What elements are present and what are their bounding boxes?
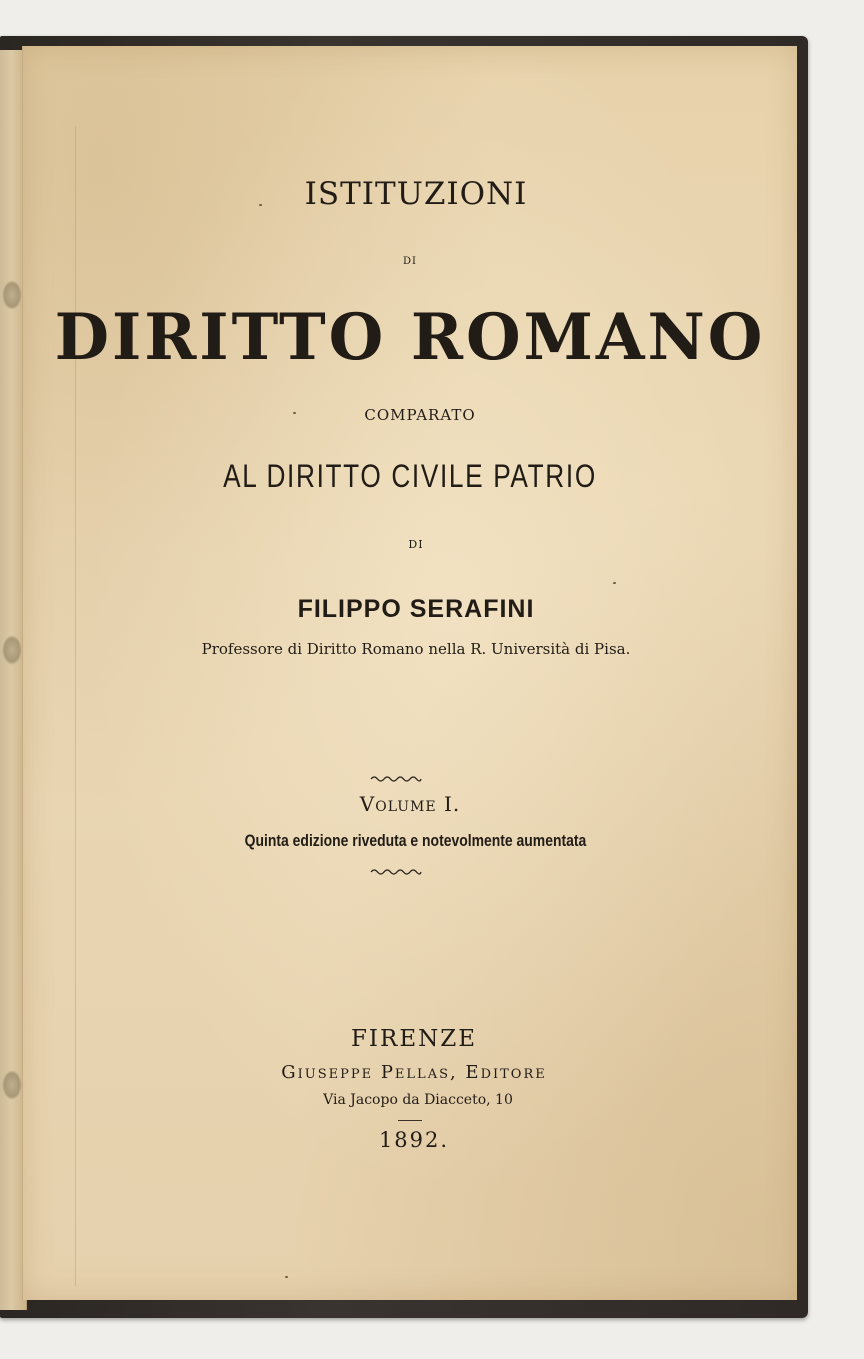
publication-year: 1892. xyxy=(378,1128,450,1152)
title-connector-di: DI xyxy=(403,256,417,267)
wavy-rule-top xyxy=(370,774,422,784)
binding-thread xyxy=(2,1070,22,1100)
publisher-address: Via Jacopo da Diacceto, 10 xyxy=(323,1092,513,1108)
binding-thread xyxy=(2,280,22,310)
author-connector-di: DI xyxy=(408,538,424,551)
subtitle: AL DIRITTO CIVILE PATRIO xyxy=(223,458,597,494)
publisher-name: Giuseppe Pellas, Editore xyxy=(281,1062,547,1083)
volume-label: Volume I. xyxy=(359,792,461,816)
author-name: FILIPPO SERAFINI xyxy=(297,595,535,623)
title-line-comparato: COMPARATO xyxy=(364,406,476,424)
paper-speck xyxy=(285,1276,288,1278)
short-divider xyxy=(398,1120,422,1121)
title-page xyxy=(22,46,797,1300)
author-affiliation: Professore di Diritto Romano nella R. Università di Pisa. xyxy=(201,640,631,658)
binding-thread xyxy=(2,635,22,665)
paper-speck xyxy=(613,582,616,584)
title-line-1: ISTITUZIONI xyxy=(304,176,528,212)
wavy-rule-bottom xyxy=(370,867,422,877)
edition-note: Quinta edizione riveduta e notevolmente aumentata xyxy=(244,831,587,850)
publication-city: FIRENZE xyxy=(350,1026,478,1052)
main-title: DIRITTO ROMANO xyxy=(54,300,766,375)
